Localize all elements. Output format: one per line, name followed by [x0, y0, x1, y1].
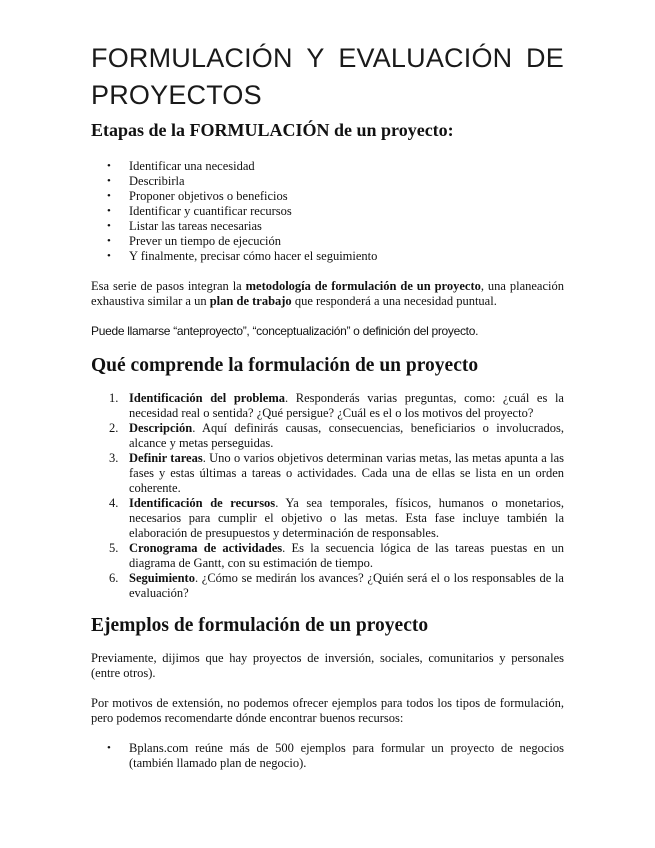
ejemplos-paragraph-1: Previamente, dijimos que hay proyectos de inversión, sociales, comunitarios y personales (entre otros). — [91, 651, 564, 680]
document-page — [91, 0, 564, 771]
item-number: 3. — [109, 451, 119, 465]
title-word: EVALUACIÓN — [338, 43, 513, 73]
text-run: , una planeación exhaustiva similar a un — [91, 279, 564, 308]
item-text: . Aquí definirás causas, consecuencias, beneficiarios o involucrados, alcance y metas perseguidas. — [129, 421, 564, 450]
title-line-1 — [91, 40, 564, 77]
list-item: • Bplans.com reúne más de 500 ejemplos para formular un proyecto de negocios (también llamado plan de negocio). — [129, 741, 564, 771]
text-run-bold: plan de trabajo — [209, 294, 292, 308]
list-item: • Identificar una necesidad — [129, 159, 564, 174]
list-item: • Y finalmente, precisar cómo hacer el seguimiento — [129, 249, 564, 264]
list-item: • Describirla — [129, 174, 564, 189]
item-number: 2. — [109, 421, 119, 435]
intro-paragraph — [91, 279, 564, 309]
item-text: . Ya sea temporales, físicos, humanos o monetarios, necesarios para cumplir el objetivo o las metas. Esta fase incluye también la elaboración de presupuestos y determinación de responsables. — [129, 496, 564, 540]
item-number: 4. — [109, 496, 119, 510]
comprende-heading: Qué comprende la formulación de un proyecto — [91, 355, 479, 376]
text-run: Esa serie de pasos integran la — [91, 279, 246, 293]
item-number: 6. — [109, 571, 119, 585]
title-word: DE — [526, 43, 564, 73]
list-item: • Prever un tiempo de ejecución — [129, 234, 564, 249]
ejemplos-heading: Ejemplos de formulación de un proyecto — [91, 615, 429, 636]
item-term: Identificación del problema — [129, 391, 285, 405]
title-word: Y — [306, 43, 325, 73]
title-line-2: PROYECTOS — [91, 80, 262, 110]
list-item — [109, 571, 564, 601]
item-term: Seguimiento — [129, 571, 195, 585]
etapas-list — [91, 159, 564, 264]
item-term: Identificación de recursos — [129, 496, 276, 510]
text-run: que responderá a una necesidad puntual. — [291, 294, 497, 308]
ejemplos-list — [91, 741, 564, 771]
page-title — [91, 40, 564, 114]
list-item — [109, 421, 564, 451]
list-item — [109, 451, 564, 496]
item-text: . ¿Cómo se medirán los avances? ¿Quién será el o los responsables de la evaluación? — [129, 571, 564, 600]
list-item — [109, 541, 564, 571]
etapas-heading: Etapas de la FORMULACIÓN de un proyecto: — [91, 120, 454, 140]
list-item: • Proponer objetivos o beneficios — [129, 189, 564, 204]
list-item: • Listar las tareas necesarias — [129, 219, 564, 234]
list-item: • Identificar y cuantificar recursos — [129, 204, 564, 219]
item-text: . Uno o varios objetivos determinan varias metas, las metas apunta a las fases y estas últimas a tareas o actividades. Cada una de ellas se lista en un orden coherente. — [129, 451, 564, 495]
list-item — [109, 391, 564, 421]
item-text: . Es la secuencia lógica de las tareas puestas en un diagrama de Gantt, con su estimación de tiempo. — [129, 541, 564, 570]
item-number: 1. — [109, 391, 119, 405]
anteproyecto-paragraph: Puede llamarse “anteproyecto”, “conceptualización” o definición del proyecto. — [91, 324, 479, 338]
list-item — [109, 496, 564, 541]
title-word: FORMULACIÓN — [91, 43, 293, 73]
item-term: Descripción — [129, 421, 193, 435]
comprende-list — [91, 391, 564, 601]
item-text: . Responderás varias preguntas, como: ¿cuál es la necesidad real o sentida? ¿Qué persigue? ¿Cuál es el o los motivos del proyecto? — [129, 391, 564, 420]
item-term: Definir tareas — [129, 451, 203, 465]
text-run-bold: metodología de formulación de un proyecto — [245, 279, 481, 293]
item-term: Cronograma de actividades — [129, 541, 283, 555]
item-number: 5. — [109, 541, 119, 555]
ejemplos-paragraph-2: Por motivos de extensión, no podemos ofrecer ejemplos para todos los tipos de formulación, pero podemos recomendarte dónde encontrar buenos recursos: — [91, 696, 564, 725]
